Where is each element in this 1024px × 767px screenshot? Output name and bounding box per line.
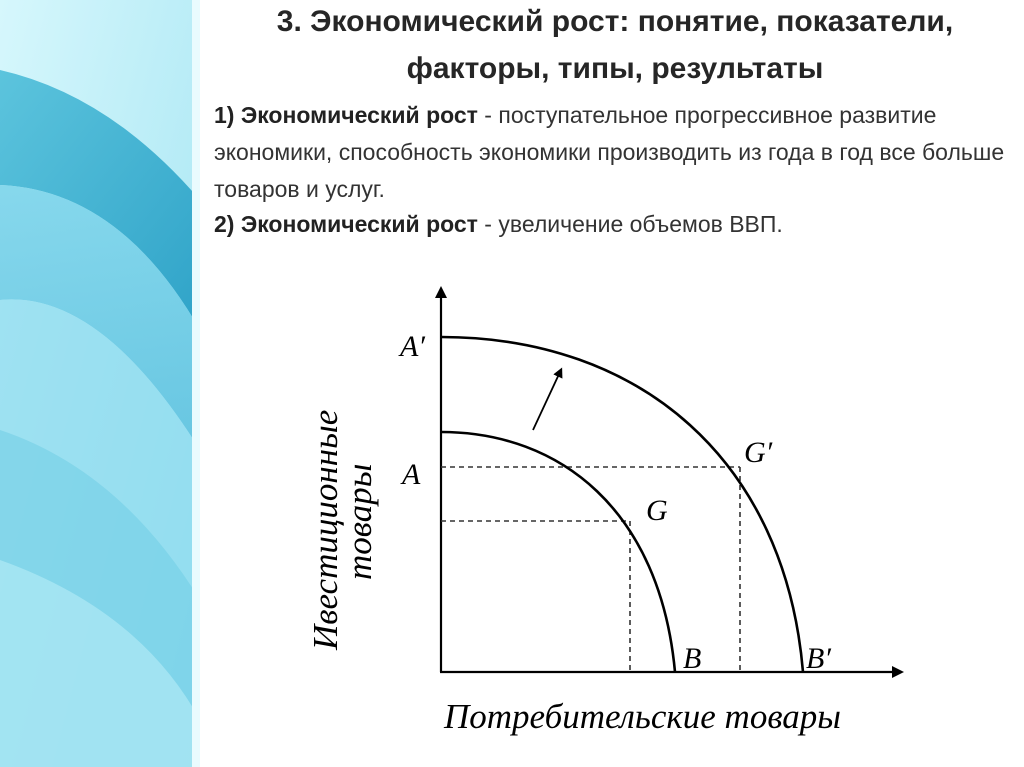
y-axis-label [306, 410, 379, 651]
ppf-diagram [280, 262, 930, 752]
definition-1 [214, 97, 1014, 208]
x-axis-label: Потребительские товары [444, 697, 841, 736]
title-line-1: 3. Экономический рост: понятие, показатели, [276, 5, 954, 38]
decorative-side-panel [0, 0, 200, 767]
ppf-curve-shifted [441, 337, 803, 672]
definition-1-text: поступательное прогрессивное развитие экономики, способность экономики производить из года в год все больше товаров и услуг. [214, 102, 1005, 202]
definition-2 [214, 206, 1014, 243]
slide-title [210, 0, 1020, 92]
label-a-prime: A′ [400, 330, 425, 363]
definition-1-term: 1) Экономический рост [214, 102, 478, 128]
ppf-curve-initial [441, 432, 675, 672]
label-b-prime: B′ [806, 642, 831, 675]
shift-arrow [533, 372, 560, 430]
definition-2-sep: - [477, 211, 499, 237]
title-line-2: факторы, типы, результаты [406, 52, 824, 85]
label-a: A [402, 458, 421, 491]
y-axis-label-line-1: Ивестиционные [306, 409, 345, 650]
label-g-prime: G′ [744, 436, 773, 469]
definition-1-sep: - [477, 102, 499, 128]
definition-2-term: 2) Экономический рост [214, 211, 478, 237]
y-axis-label-line-2: товары [340, 463, 379, 580]
definition-2-text: увеличение объемов ВВП. [498, 211, 783, 237]
label-b: B [683, 642, 702, 675]
label-g: G [646, 494, 668, 527]
